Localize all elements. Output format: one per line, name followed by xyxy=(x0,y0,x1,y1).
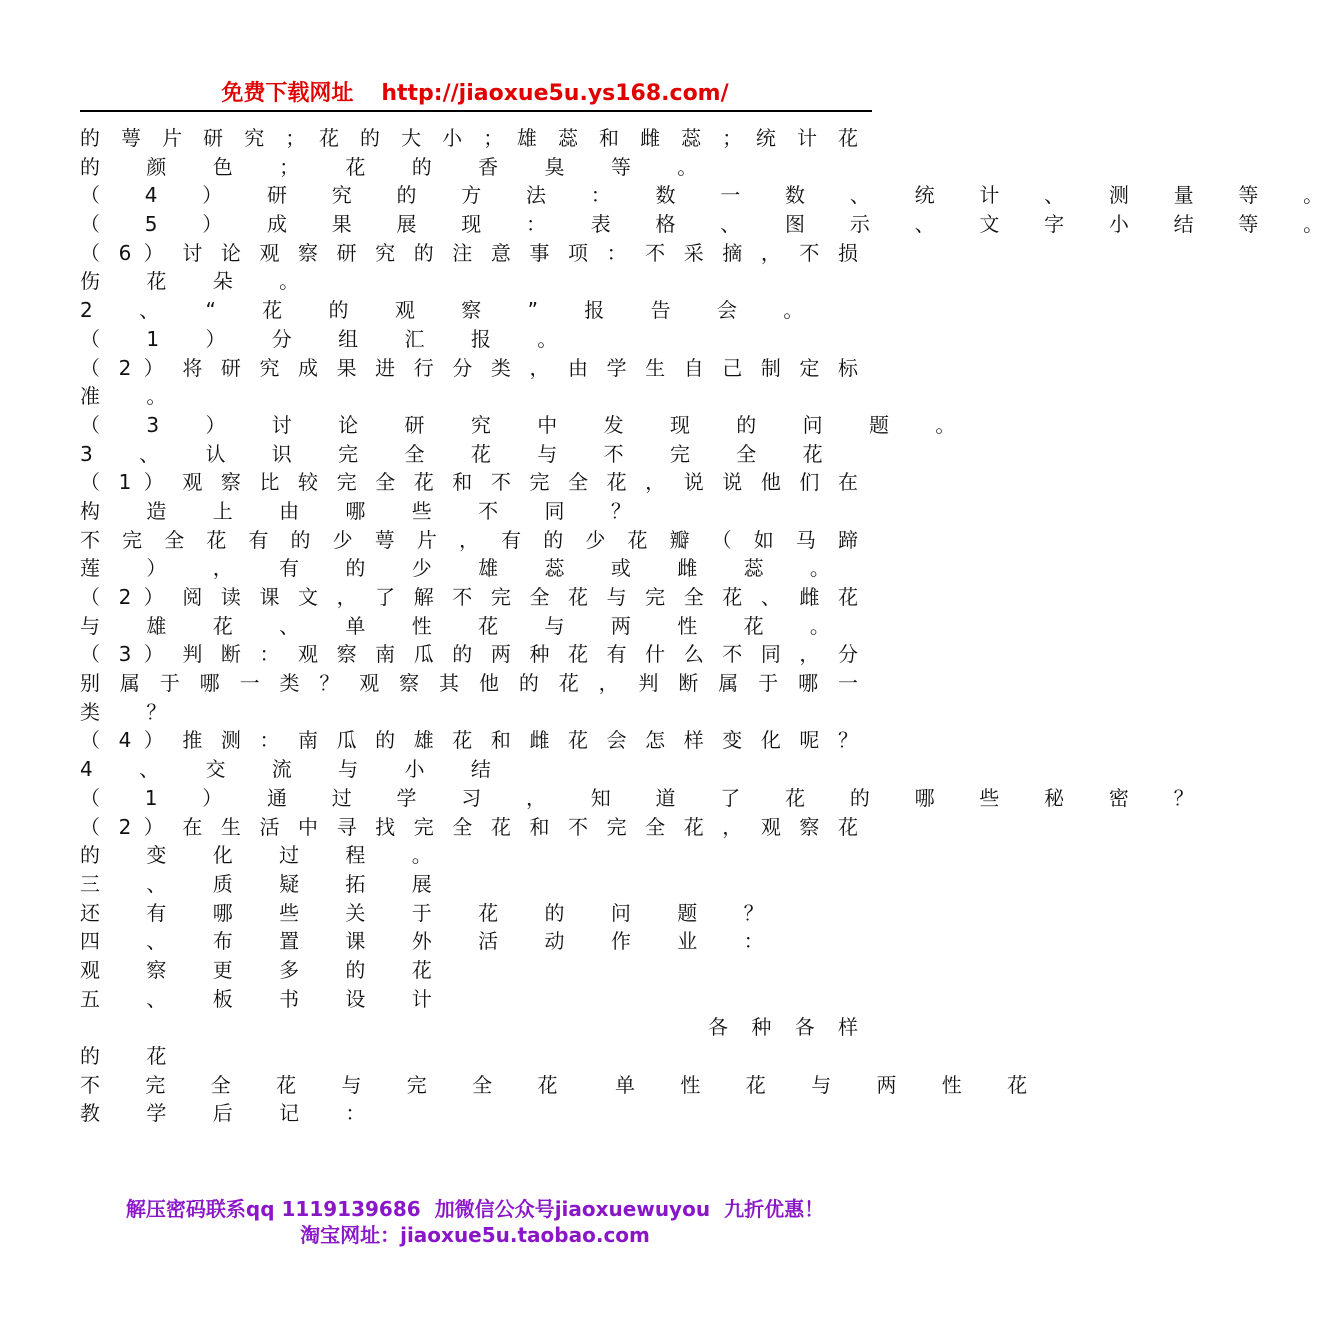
text-line: （ 1 ） 分 组 汇 报 。 xyxy=(80,326,578,351)
text-line: 构 造 上 由 哪 些 不 同 ？ xyxy=(80,498,651,523)
text-line: （ 4 ） 研 究 的 方 法 ： 数 一 数 、 统 计 、 测 量 等 。 xyxy=(80,183,1342,208)
text-line: （ 2 ） 在 生 活 中 寻 找 完 全 花 和 不 完 全 花 ， 观 察 花 xyxy=(80,814,858,839)
footer-discount: 九折优惠！ xyxy=(724,1197,825,1221)
text-line: 准 。 xyxy=(80,384,187,409)
text-line: 3 、 认 识 完 全 花 与 不 完 全 花 xyxy=(80,441,843,466)
text-line: 类 ？ xyxy=(80,699,187,724)
board-row xyxy=(80,1071,1047,1100)
page-header xyxy=(80,80,870,108)
text-line: 别 属 于 哪 一 类 ？ 观 察 其 他 的 花 ， 判 断 属 于 哪 一 xyxy=(80,671,858,696)
text-line: （ 2 ） 将 研 究 成 果 进 行 分 类 ， 由 学 生 自 己 制 定 标 xyxy=(80,355,858,380)
text-line: （ 6 ） 讨 论 观 察 研 究 的 注 意 事 项 ： 不 采 摘 ， 不 损 xyxy=(80,240,858,265)
text-line: 4 、 交 流 与 小 结 xyxy=(80,757,511,782)
text-line: 观 察 更 多 的 花 xyxy=(80,957,452,982)
text-line: 三 、 质 疑 拓 展 xyxy=(80,871,452,896)
text-line: 的 颜 色 ； 花 的 香 臭 等 。 xyxy=(80,154,718,179)
header-label: 免费下载网址 xyxy=(221,81,354,106)
page-footer xyxy=(80,1196,870,1248)
text-line: （ 3 ） 判 断 ： 观 察 南 瓜 的 两 种 花 有 什 么 不 同 ， 分 xyxy=(80,642,858,667)
footer-wechat-label: 加微信公众号 xyxy=(434,1197,555,1221)
document-body xyxy=(80,124,1342,1128)
text-line: （ 1 ） 通 过 学 习 ， 知 道 了 花 的 哪 些 秘 密 ？ xyxy=(80,785,1213,810)
board-title-line: 的 花 xyxy=(80,1044,187,1068)
board-right-text: 单 性 花 与 两 性 花 xyxy=(615,1072,1047,1097)
footer-line-2[interactable]: 淘宝网址：jiaoxue5u.taobao.com xyxy=(300,1223,650,1247)
text-line: 的 变 化 过 程 。 xyxy=(80,843,452,868)
text-line: 不 完 全 花 有 的 少 萼 片 ， 有 的 少 花 瓣 （ 如 马 蹄 xyxy=(80,527,858,552)
postscript-label: 教 学 后 记 ： xyxy=(80,1101,386,1126)
text-line: 莲 ） ， 有 的 少 雄 蕊 或 雌 蕊 。 xyxy=(80,556,850,581)
text-line: （ 5 ） 成 果 展 现 ： 表 格 、 图 示 、 文 字 小 结 等 。 xyxy=(80,212,1342,237)
text-line: （ 2 ） 阅 读 课 文 ， 了 解 不 完 全 花 与 完 全 花 、 雌 花 xyxy=(80,585,858,609)
header-divider xyxy=(80,110,872,112)
text-line: 五 、 板 书 设 计 xyxy=(80,986,452,1011)
text-line: 2 、 “ 花 的 观 察 ” 报 告 会 。 xyxy=(80,298,824,323)
text-line: （ 4 ） 推 测 ： 南 瓜 的 雄 花 和 雌 花 会 怎 样 变 化 呢 ？ xyxy=(80,728,858,753)
footer-password-label: 解压密码联系 xyxy=(125,1197,246,1221)
board-left-text: 不 完 全 花 与 完 全 花 xyxy=(80,1072,578,1097)
footer-line-1 xyxy=(80,1196,870,1222)
footer-qq: qq 1119139686 xyxy=(245,1197,421,1221)
text-line: （ 1 ） 观 察 比 较 完 全 花 和 不 完 全 花 ， 说 说 他 们 在 xyxy=(80,470,858,495)
board-title-line: 各 种 各 样 xyxy=(708,1015,858,1040)
text-line: 与 雄 花 、 单 性 花 与 两 性 花 。 xyxy=(80,613,850,638)
text-line: 四 、 布 置 课 外 活 动 作 业 ： xyxy=(80,929,784,954)
footer-wechat-id: jiaoxuewuyou xyxy=(554,1197,711,1221)
text-line: 还 有 哪 些 关 于 花 的 问 题 ？ xyxy=(80,900,784,925)
text-line: 的 萼 片 研 究 ； 花 的 大 小 ； 雄 蕊 和 雌 蕊 ； 统 计 花 xyxy=(80,126,858,150)
header-url[interactable]: http://jiaoxue5u.ys168.com/ xyxy=(381,81,729,106)
text-line: （ 3 ） 讨 论 研 究 中 发 现 的 问 题 。 xyxy=(80,412,976,437)
text-line: 伤 花 朵 。 xyxy=(80,269,320,294)
